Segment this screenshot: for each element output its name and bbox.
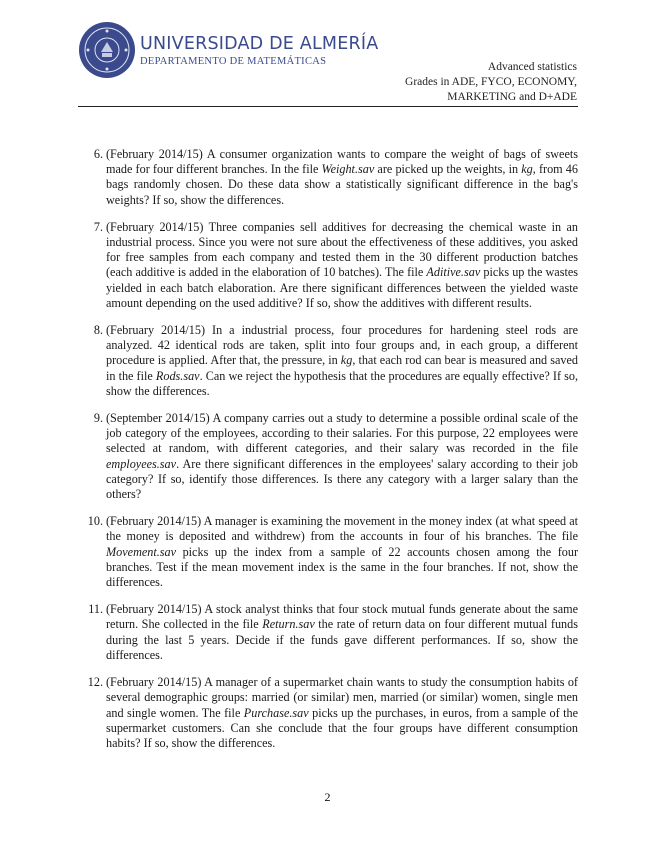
problem-text: , that each rod can bear is measured and saved in the file: [106, 353, 578, 383]
problem-text: (September 2014/15) A company carries out a study to determine a possible ordinal scale of the job category of the employees, according to their salaries. For this purpose, 22 employees were selected at random, with different categories, and their salary was recorded in the file: [106, 411, 578, 456]
problem-text: are picked up the weights, in: [374, 162, 522, 177]
file-name: Weight.sav: [321, 162, 375, 177]
problem-number: 11.: [88, 602, 103, 617]
problem-text: the rate of return data on four different mutual funds during the last 5 years. Decide if the funds gave different performances. If so, show the differences.: [106, 617, 578, 662]
problem-item: [85, 323, 578, 399]
problem-text: (February 2014/15) A consumer organization wants to compare the weight of bags of sweets made for four different branches. In the file: [106, 147, 578, 177]
problem-item: [85, 411, 578, 502]
problem-item: [85, 220, 578, 311]
problem-text: (February 2014/15) In a industrial process, four procedures for hardening steel rods are analyzed. 42 identical rods are taken, split into four groups and, in each group, a different procedure is applied. After that, the pressure, in: [106, 323, 578, 368]
problem-text: (February 2014/15) Three companies sell additives for decreasing the chemical waste in an industrial process. Since you were not sure about the effectiveness of these additives, you asked for free samples from each company and tested them in the 30 different production batches (each additive is added in the elaboration of 10 batches). The file: [106, 219, 578, 280]
problem-number: 7.: [93, 219, 103, 234]
unit: kg: [521, 162, 533, 177]
problem-item: [85, 147, 578, 208]
problem-text: picks up the purchases, in euros, from a sample of the supermarket customers. Can she conclude that the four groups have different consumption habits? If so, show the differences.: [106, 705, 578, 750]
problem-text: , from 46 bags randomly chosen. Do these data show a statistically significant difference in the bag's weights? If so, show the differences.: [106, 162, 578, 207]
file-name: Return.sav: [262, 617, 315, 632]
problem-text: (February 2014/15) A manager of a supermarket chain wants to study the consumption habits of several demographic groups: married (or similar) men, married (or similar) women, single men and single women. The file: [106, 675, 578, 720]
university-seal-icon: [79, 22, 135, 78]
problem-text: . Are there significant differences in the employees' salary according to their job category? If so, identify those differences. Is there any category with a larger salary than the others?: [106, 456, 578, 502]
problem-text: picks up the wastes yielded in each batch elaboration. Are there significant differences between the yielded waste amount depending on the used additive? If so, show the additives with different results.: [106, 265, 578, 310]
problem-number: 12.: [87, 675, 103, 690]
university-name: UNIVERSIDAD DE ALMERÍA: [140, 34, 379, 54]
file-name: employees.sav: [106, 456, 177, 471]
department-name: DEPARTAMENTO DE MATEMÁTICAS: [140, 56, 327, 67]
file-name: Purchase.sav: [243, 705, 309, 720]
problem-list: [85, 147, 578, 763]
problem-item: [85, 514, 578, 590]
course-title: Advanced statistics: [487, 61, 577, 73]
course-grades-line: MARKETING and D+ADE: [447, 91, 577, 103]
problem-text: (February 2014/15) A stock analyst thinks that four stock mutual funds generate about the same return. She collected in the file: [106, 602, 578, 632]
problem-text: picks up the index from a sample of 22 accounts chosen among the four branches. Test if the mean movement index is the same in the four branches. If not, show the differences.: [106, 544, 578, 590]
file-name: Rods.sav: [155, 368, 200, 383]
problem-number: 10.: [87, 514, 103, 529]
course-info: [405, 60, 577, 105]
file-name: Aditive.sav: [426, 265, 481, 280]
unit: kg: [340, 353, 353, 368]
problem-item: [85, 602, 578, 663]
page-number: 2: [324, 790, 331, 804]
header-divider: [78, 106, 578, 107]
problem-text: (February 2014/15) A manager is examining the movement in the money index (at what speed at the money is deposited and withdrew) from the accounts in four of his branches. The file: [106, 514, 578, 544]
problem-number: 8.: [93, 323, 103, 338]
problem-number: 9.: [93, 411, 103, 426]
problem-item: [85, 675, 578, 751]
file-name: Movement.sav: [106, 544, 177, 559]
course-grades-line: Grades in ADE, FYCO, ECONOMY,: [405, 76, 577, 88]
problem-text: . Can we reject the hypothesis that the procedures are equally effective? If so, show the differences.: [106, 368, 578, 398]
problem-number: 6.: [93, 147, 103, 161]
